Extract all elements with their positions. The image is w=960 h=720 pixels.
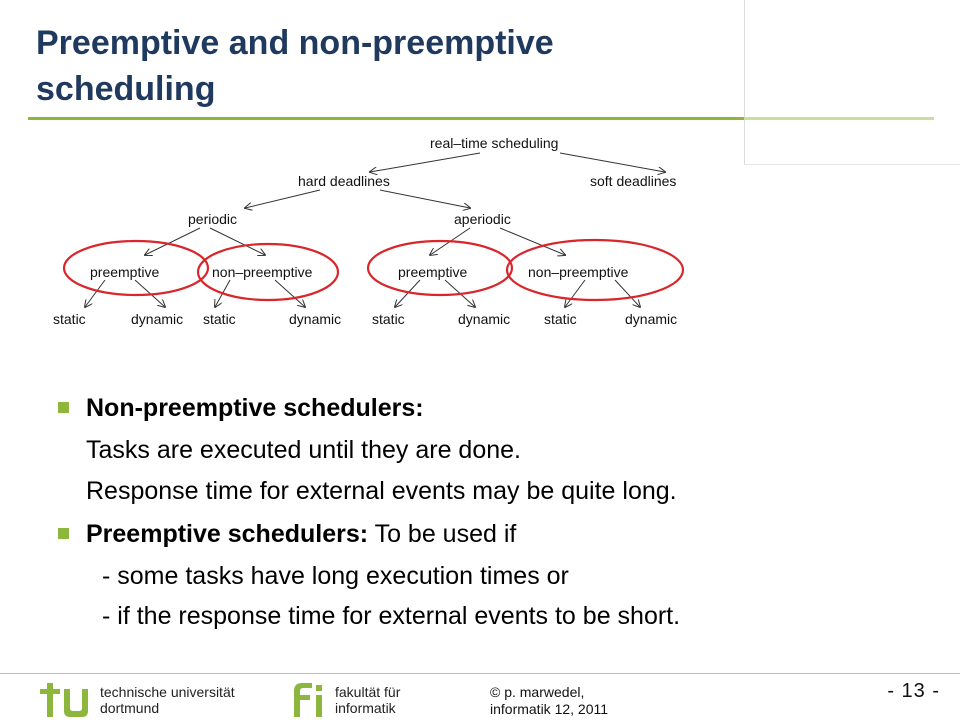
bullet-heading: Non-preemptive schedulers: [86, 394, 424, 422]
bullet-item-preemptive [56, 512, 936, 556]
copyright-notice [490, 684, 608, 718]
bullet-list [56, 386, 936, 636]
leaf-dynamic: dynamic [625, 311, 678, 327]
tu-logo-icon [38, 683, 94, 717]
node-preemptive-periodic: preemptive [90, 264, 160, 280]
bullet-dash-item: - some tasks have long execution times or [102, 562, 569, 590]
tu-wordmark [100, 684, 235, 716]
node-soft-deadlines: soft deadlines [590, 173, 677, 189]
leaf-dynamic: dynamic [458, 311, 511, 327]
footer-divider [0, 673, 960, 674]
corner-divider-bottom [744, 164, 960, 165]
node-aperiodic: aperiodic [454, 211, 511, 227]
leaf-static: static [53, 311, 86, 327]
node-non-preemptive-periodic: non–preemptive [212, 264, 313, 280]
fi-wordmark-line: informatik [335, 700, 396, 716]
bullet-dash-item: - if the response time for external events to be short. [102, 602, 681, 630]
copyright-line: © p. marwedel, [490, 684, 585, 700]
node-hard-deadlines: hard deadlines [298, 173, 390, 189]
bullet-heading: Preemptive schedulers: [86, 520, 369, 548]
fi-wordmark-line: fakultät für [335, 684, 401, 700]
bullet-text: To be used if [368, 520, 517, 548]
tu-wordmark-line: technische universität [100, 684, 235, 700]
bullet-text: Tasks are executed until they are done. [86, 436, 521, 464]
leaf-dynamic: dynamic [131, 311, 184, 327]
node-non-preemptive-aperiodic: non–preemptive [528, 264, 629, 280]
node-periodic: periodic [188, 211, 238, 227]
corner-divider-green [744, 117, 934, 120]
leaf-static: static [372, 311, 405, 327]
leaf-dynamic: dynamic [289, 311, 342, 327]
square-bullet-icon [58, 528, 69, 539]
leaf-static: static [203, 311, 236, 327]
slide-title: Preemptive and non-preemptive scheduling [36, 24, 554, 108]
bullet-text: Response time for external events may be quite long. [86, 477, 677, 505]
tu-wordmark-line: dortmund [100, 700, 160, 716]
square-bullet-icon [58, 402, 69, 413]
node-root: real–time scheduling [430, 135, 559, 151]
page-number: - 13 - [887, 680, 940, 702]
fi-wordmark [335, 684, 400, 716]
scheduling-tree-diagram [0, 120, 760, 340]
fi-logo-icon [290, 683, 330, 717]
node-preemptive-aperiodic: preemptive [398, 264, 468, 280]
bullet-item-non-preemptive [56, 386, 936, 430]
leaf-static: static [544, 311, 577, 327]
copyright-line: informatik 12, 2011 [490, 701, 609, 717]
